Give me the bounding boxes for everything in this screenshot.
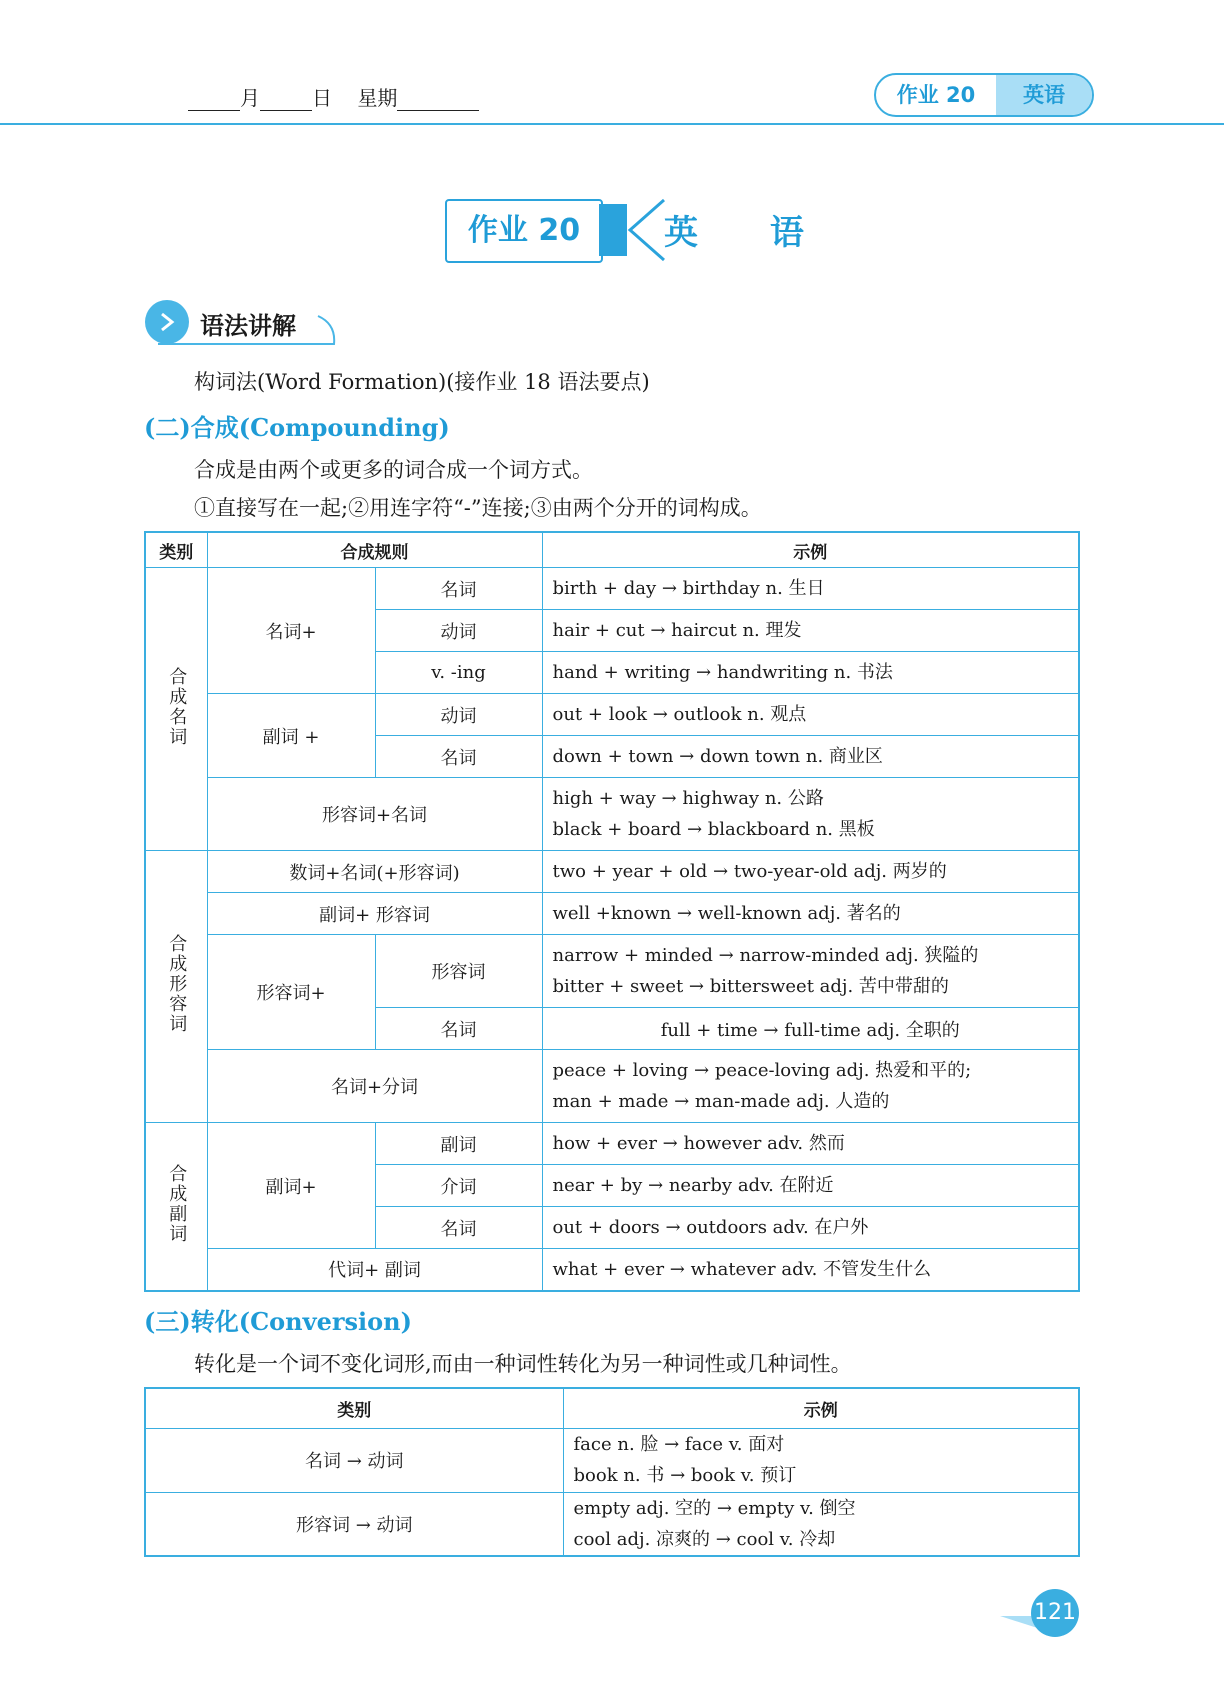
subrule-cell: 名词 bbox=[375, 1008, 542, 1050]
rule-cell: 副词+ bbox=[207, 1123, 375, 1249]
subrule-cell: 动词 bbox=[375, 610, 542, 652]
intro-text: 构词法(Word Formation)(接作业 18 语法要点) bbox=[194, 370, 650, 394]
rule-cell: 名词+分词 bbox=[207, 1050, 542, 1123]
category-compound-adverb: 合成副词 bbox=[145, 1123, 207, 1291]
category-compound-noun: 合成名词 bbox=[145, 568, 207, 851]
compounding-para-2: ①直接写在一起;②用连字符“-”连接;③由两个分开的词构成。 bbox=[194, 496, 762, 520]
month-blank bbox=[188, 88, 240, 111]
month-label: 月 bbox=[240, 86, 260, 110]
example-line: empty adj. 空的 → empty v. 倒空 bbox=[573, 1497, 856, 1519]
conversion-table bbox=[144, 1387, 1080, 1557]
header-subject: 英语 bbox=[996, 75, 1092, 115]
example-cell: birth + day → birthday n. 生日 bbox=[542, 568, 1079, 610]
example-cell: out + look → outlook n. 观点 bbox=[542, 694, 1079, 736]
subrule-cell: v. -ing bbox=[375, 652, 542, 694]
compounding-para-1: 合成是由两个或更多的词合成一个词方式。 bbox=[194, 458, 593, 482]
example-cell bbox=[542, 1050, 1079, 1123]
example-cell: hair + cut → haircut n. 理发 bbox=[542, 610, 1079, 652]
subrule-cell: 名词 bbox=[375, 1207, 542, 1249]
example-cell: two + year + old → two-year-old adj. 两岁的 bbox=[542, 851, 1079, 893]
header-rule: 合成规则 bbox=[207, 532, 542, 568]
page-number: 121 bbox=[1031, 1589, 1079, 1637]
example-cell: full + time → full-time adj. 全职的 bbox=[542, 1008, 1079, 1050]
example-cell: out + doors → outdoors adv. 在户外 bbox=[542, 1207, 1079, 1249]
subrule-cell: 介词 bbox=[375, 1165, 542, 1207]
weekday-label: 星期 bbox=[357, 86, 398, 110]
rule-cell: 形容词+ bbox=[207, 935, 375, 1050]
weekday-blank bbox=[397, 88, 479, 111]
example-cell bbox=[563, 1492, 1079, 1556]
rule-cell: 名词 → 动词 bbox=[145, 1428, 563, 1492]
rule-cell: 名词+ bbox=[207, 568, 375, 694]
header-example: 示例 bbox=[542, 532, 1079, 568]
compounding-heading: (二)合成(Compounding) bbox=[144, 413, 450, 442]
title-subject: 英 语 bbox=[664, 213, 834, 253]
example-line: book n. 书 → book v. 预订 bbox=[573, 1465, 797, 1486]
header-rule bbox=[0, 123, 1224, 125]
compounding-table bbox=[144, 531, 1080, 1292]
subrule-cell: 动词 bbox=[375, 694, 542, 736]
header-example: 示例 bbox=[563, 1388, 1079, 1428]
example-line: bitter + sweet → bittersweet adj. 苦中带甜的 bbox=[552, 976, 949, 997]
title-bracket-icon bbox=[626, 196, 666, 264]
example-line: face n. 脸 → face v. 面对 bbox=[573, 1434, 785, 1455]
example-line: cool adj. 凉爽的 → cool v. 冷却 bbox=[573, 1528, 836, 1550]
title-assignment: 作业 20 bbox=[445, 199, 603, 263]
header-assignment: 作业 20 bbox=[896, 83, 976, 107]
subrule-cell: 名词 bbox=[375, 568, 542, 610]
title-tab bbox=[599, 204, 627, 256]
example-line: black + board → blackboard n. 黑板 bbox=[552, 819, 875, 840]
header-category: 类别 bbox=[145, 1388, 563, 1428]
conversion-heading: (三)转化(Conversion) bbox=[144, 1307, 412, 1336]
subrule-cell: 形容词 bbox=[375, 935, 542, 1008]
category-compound-adjective: 合成形容词 bbox=[145, 851, 207, 1123]
example-line: man + made → man-made adj. 人造的 bbox=[552, 1091, 890, 1112]
conversion-para: 转化是一个词不变化词形,而由一种词性转化为另一种词性或几种词性。 bbox=[194, 1352, 852, 1376]
example-line: narrow + minded → narrow-minded adj. 狭隘的 bbox=[552, 945, 979, 966]
subrule-cell: 名词 bbox=[375, 736, 542, 778]
rule-cell: 形容词+名词 bbox=[207, 778, 542, 851]
rule-cell: 代词+ 副词 bbox=[207, 1249, 542, 1291]
example-cell: well +known → well-known adj. 著名的 bbox=[542, 893, 1079, 935]
rule-cell: 数词+名词(+形容词) bbox=[207, 851, 542, 893]
day-label: 日 bbox=[312, 86, 332, 110]
example-cell: down + town → down town n. 商业区 bbox=[542, 736, 1079, 778]
header-badge bbox=[874, 73, 1094, 117]
example-cell bbox=[563, 1428, 1079, 1492]
example-cell: near + by → nearby adv. 在附近 bbox=[542, 1165, 1079, 1207]
chevron-right-icon bbox=[156, 311, 178, 333]
example-cell: how + ever → however adv. 然而 bbox=[542, 1123, 1079, 1165]
subrule-cell: 副词 bbox=[375, 1123, 542, 1165]
header-category: 类别 bbox=[145, 532, 207, 568]
date-line bbox=[188, 82, 479, 111]
rule-cell: 副词+ 形容词 bbox=[207, 893, 542, 935]
example-line: peace + loving → peace-loving adj. 热爱和平的; bbox=[552, 1060, 972, 1081]
example-cell: hand + writing → handwriting n. 书法 bbox=[542, 652, 1079, 694]
example-cell bbox=[542, 778, 1079, 851]
example-cell bbox=[542, 935, 1079, 1008]
example-line: high + way → highway n. 公路 bbox=[552, 788, 824, 809]
rule-cell: 副词 + bbox=[207, 694, 375, 778]
example-cell: what + ever → whatever adv. 不管发生什么 bbox=[542, 1249, 1079, 1291]
day-blank bbox=[260, 88, 312, 111]
section-label: 语法讲解 bbox=[200, 312, 296, 340]
rule-cell: 形容词 → 动词 bbox=[145, 1492, 563, 1556]
